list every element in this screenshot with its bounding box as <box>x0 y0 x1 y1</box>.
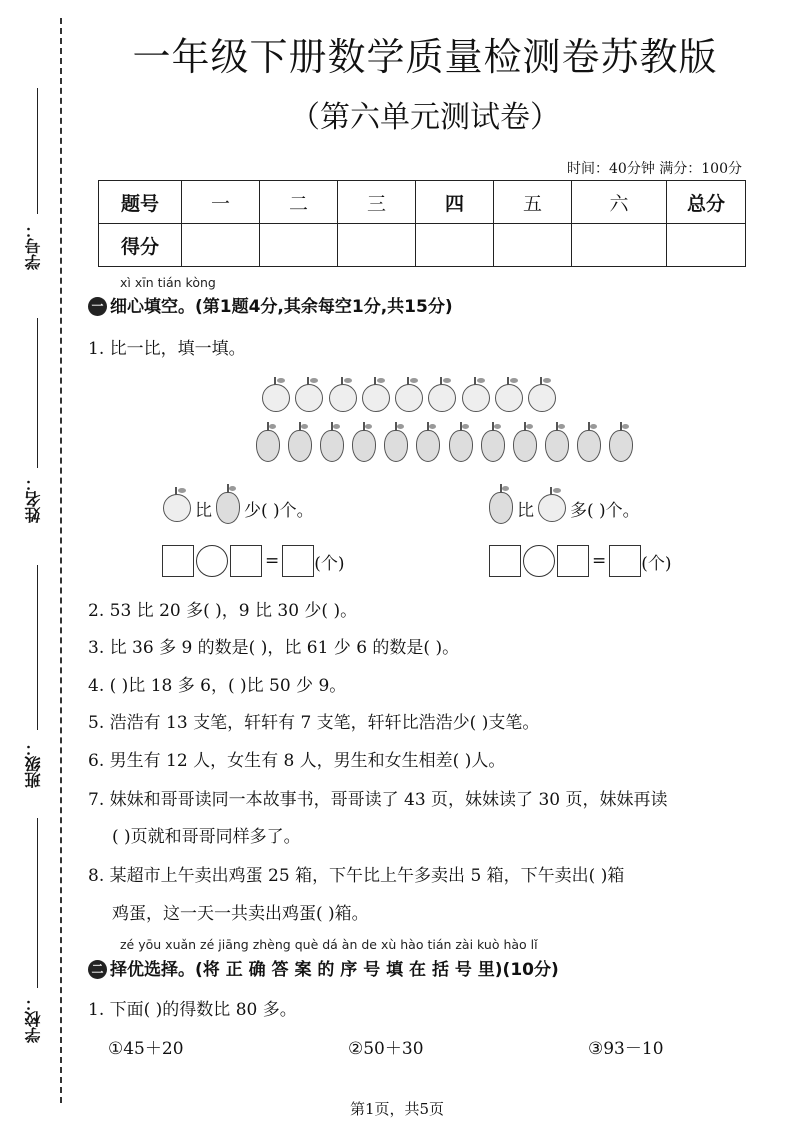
compare-left-tail: 少( )个。 <box>244 500 314 521</box>
section1-badge: 一 <box>88 297 107 316</box>
pear-icon <box>481 430 505 462</box>
equation-right: = (个) <box>489 545 672 577</box>
compare-right-mid: 比 <box>517 500 534 521</box>
pear-row <box>256 430 641 462</box>
question-8-line1: 8. 某超市上午卖出鸡蛋 25 箱，下午比上午多卖出 5 箱，下午卖出( )箱 <box>88 866 625 886</box>
apple-icon <box>495 384 523 412</box>
answer-box[interactable] <box>609 545 641 577</box>
binding-dash-line <box>60 18 62 1103</box>
class-line <box>37 565 38 730</box>
student-number-line <box>37 88 38 214</box>
operator-circle[interactable] <box>523 545 555 577</box>
header-cell: 题号 <box>99 181 182 224</box>
apple-icon <box>428 384 456 412</box>
question-8-line2: 鸡蛋，这一天一共卖出鸡蛋( )箱。 <box>112 904 369 924</box>
pear-icon <box>449 430 473 462</box>
apple-icon <box>262 384 290 412</box>
compare-right-tail: 多( )个。 <box>570 500 640 521</box>
score-table-score-row <box>99 224 746 267</box>
pear-icon <box>384 430 408 462</box>
question-7-line1: 7. 妹妹和哥哥读同一本故事书，哥哥读了 43 页，妹妹读了 30 页，妹妹再读 <box>88 790 668 810</box>
header-cell: 总分 <box>667 181 746 224</box>
question-7-line2: ( )页就和哥哥同样多了。 <box>112 827 301 847</box>
pear-icon <box>416 430 440 462</box>
answer-box[interactable] <box>557 545 589 577</box>
compare-right <box>489 492 640 524</box>
section2-pinyin: zé yōu xuǎn zé jiāng zhèng què dá àn de xù hào tián zài kuò hào lǐ <box>120 937 538 952</box>
student-name-label: 姓名： <box>24 475 43 523</box>
section2-badge: 二 <box>88 960 107 979</box>
school-label: 学校： <box>24 995 43 1043</box>
student-number-label: 学号： <box>24 222 43 270</box>
apple-icon <box>295 384 323 412</box>
pear-icon <box>513 430 537 462</box>
header-cell: 一 <box>182 181 260 224</box>
page-subtitle: （第六单元测试卷） <box>290 100 560 135</box>
question-1: 1. 比一比，填一填。 <box>88 339 246 359</box>
question-2: 2. 53 比 20 多( )，9 比 30 少( )。 <box>88 601 358 621</box>
pear-icon <box>216 492 240 524</box>
question-5: 5. 浩浩有 13 支笔，轩轩有 7 支笔，轩轩比浩浩少( )支笔。 <box>88 713 540 733</box>
answer-box[interactable] <box>489 545 521 577</box>
page-title: 一年级下册数学质量检测卷苏教版 <box>132 35 718 79</box>
score-table <box>98 180 746 267</box>
header-cell: 六 <box>572 181 667 224</box>
score-cell[interactable] <box>667 224 746 267</box>
answer-box[interactable] <box>230 545 262 577</box>
pear-icon <box>609 430 633 462</box>
pear-icon <box>320 430 344 462</box>
answer-box[interactable] <box>282 545 314 577</box>
pear-icon <box>545 430 569 462</box>
section1-pinyin: xì xīn tián kòng <box>120 275 216 290</box>
apple-row <box>262 384 562 412</box>
apple-icon <box>163 494 191 522</box>
pear-icon <box>256 430 280 462</box>
apple-icon <box>329 384 357 412</box>
student-name-line <box>37 318 38 468</box>
option-3: ③93－10 <box>588 1039 664 1059</box>
option-1: ①45＋20 <box>108 1039 184 1059</box>
score-cell[interactable] <box>572 224 667 267</box>
unit-label: (个) <box>641 553 672 574</box>
exam-meta: 时间：40分钟 满分：100分 <box>567 161 742 177</box>
answer-box[interactable] <box>162 545 194 577</box>
score-cell[interactable] <box>416 224 494 267</box>
header-cell: 二 <box>260 181 338 224</box>
apple-icon <box>528 384 556 412</box>
apple-icon <box>362 384 390 412</box>
pear-icon <box>489 492 513 524</box>
option-2: ②50＋30 <box>348 1039 424 1059</box>
pear-icon <box>577 430 601 462</box>
pear-icon <box>352 430 376 462</box>
question-3: 3. 比 36 多 9 的数是( )，比 61 少 6 的数是( )。 <box>88 638 460 658</box>
question-4: 4. ( )比 18 多 6，( )比 50 少 9。 <box>88 676 347 696</box>
section1-title: 细心填空。(第1题4分,其余每空1分,共15分) <box>110 297 453 317</box>
school-line <box>37 818 38 988</box>
header-cell: 三 <box>338 181 416 224</box>
apple-icon <box>462 384 490 412</box>
apple-icon <box>395 384 423 412</box>
operator-circle[interactable] <box>196 545 228 577</box>
score-cell[interactable] <box>260 224 338 267</box>
header-cell: 五 <box>494 181 572 224</box>
score-row-label: 得分 <box>99 224 182 267</box>
question-2-1: 1. 下面( )的得数比 80 多。 <box>88 1000 297 1020</box>
equation-left: = (个) <box>162 545 345 577</box>
unit-label: (个) <box>314 553 345 574</box>
pear-icon <box>288 430 312 462</box>
page-footer: 第1页，共5页 <box>349 1100 445 1118</box>
section2-heading <box>88 955 559 980</box>
section2-title: 择优选择。(将 正 确 答 案 的 序 号 填 在 括 号 里)(10分) <box>110 960 559 980</box>
score-cell[interactable] <box>494 224 572 267</box>
header-cell: 四 <box>416 181 494 224</box>
section1-heading <box>88 292 453 317</box>
class-label: 班级： <box>24 740 43 788</box>
apple-icon <box>538 494 566 522</box>
question-6: 6. 男生有 12 人，女生有 8 人，男生和女生相差( )人。 <box>88 751 506 771</box>
score-cell[interactable] <box>338 224 416 267</box>
compare-left-mid: 比 <box>195 500 212 521</box>
compare-left <box>163 492 314 524</box>
score-table-header-row <box>99 181 746 224</box>
score-cell[interactable] <box>182 224 260 267</box>
